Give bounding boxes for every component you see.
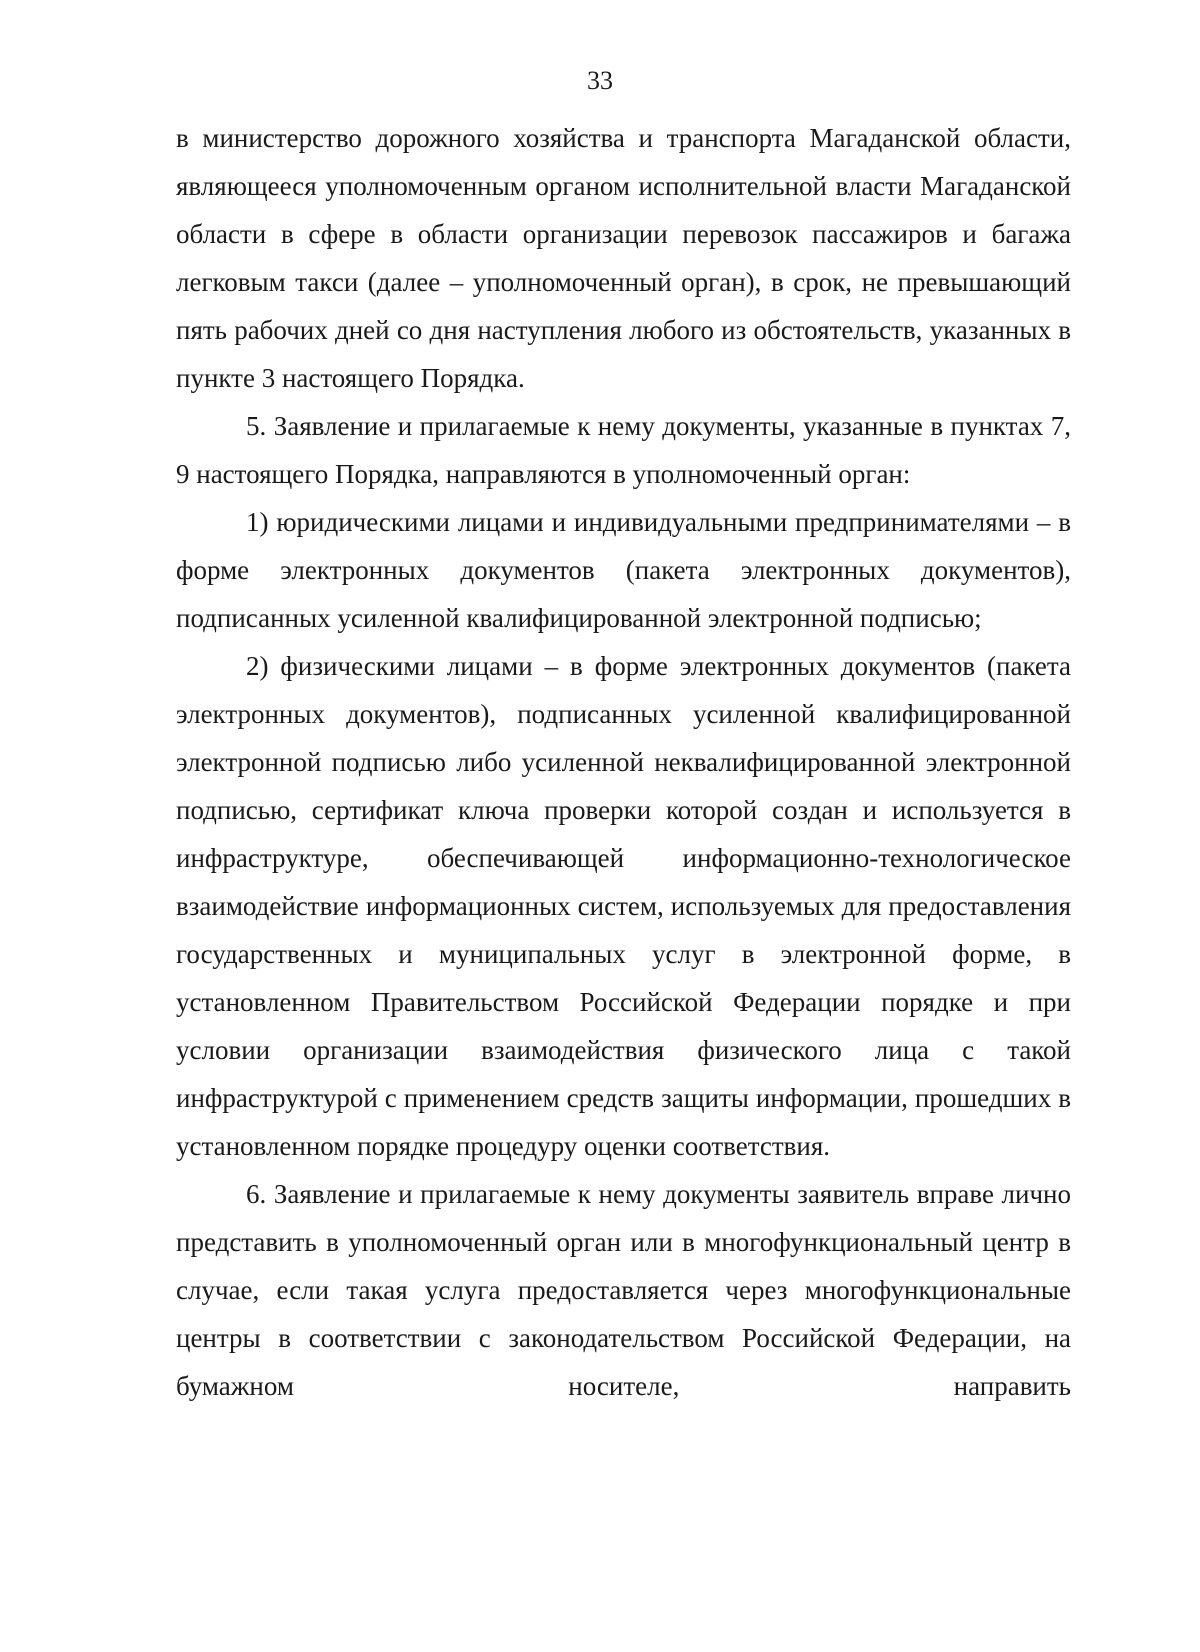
paragraph-6: 6. Заявление и прилагаемые к нему документы заявитель вправе лично представить в уполномоченный орган или в многофункциональный центр в случае, если такая услуга предоставляется через многофункциональные центры в соответствии с законодательством Российской Федерации, на бумажном носителе, направить [176,1179,1071,1401]
paragraph-5-item-2: 2) физическими лицами – в форме электронных документов (пакета электронных документов), подписанных усиленной квалифицированной электронной подписью либо усиленной неквалифицированной электронной подписью, сертификат ключа проверки которой создан и используется в инфраструктуре, обеспечивающей информационно-технологическое взаимодействие информационных систем, используемых для предоставления государственных и муниципальных услуг в электронной форме, в установленном Правительством Российской Федерации порядке и при условии организации взаимодействия физического лица с такой инфраструктурой с применением средств защиты информации, прошедших в установленном порядке процедуру оценки соответствия. [176,651,1071,1161]
page-number: 33 [587,66,613,95]
paragraph-5-item-1: 1) юридическими лицами и индивидуальными предпринимателями – в форме электронных документов (пакета электронных документов), подписанных усиленной квалифицированной электронной подписью; [176,507,1071,633]
document-body [176,114,1071,1410]
paragraph-continuation: в министерство дорожного хозяйства и транспорта Магаданской области, являющееся уполномоченным органом исполнительной власти Магаданской области в сфере в области организации перевозок пассажиров и багажа легковым такси (далее – уполномоченный орган), в срок, не превышающий пять рабочих дней со дня наступления любого из обстоятельств, указанных в пункте 3 настоящего Порядка. [176,123,1071,393]
paragraph-5: 5. Заявление и прилагаемые к нему документы, указанные в пунктах 7, 9 настоящего Порядка, направляются в уполномоченный орган: [176,411,1071,489]
